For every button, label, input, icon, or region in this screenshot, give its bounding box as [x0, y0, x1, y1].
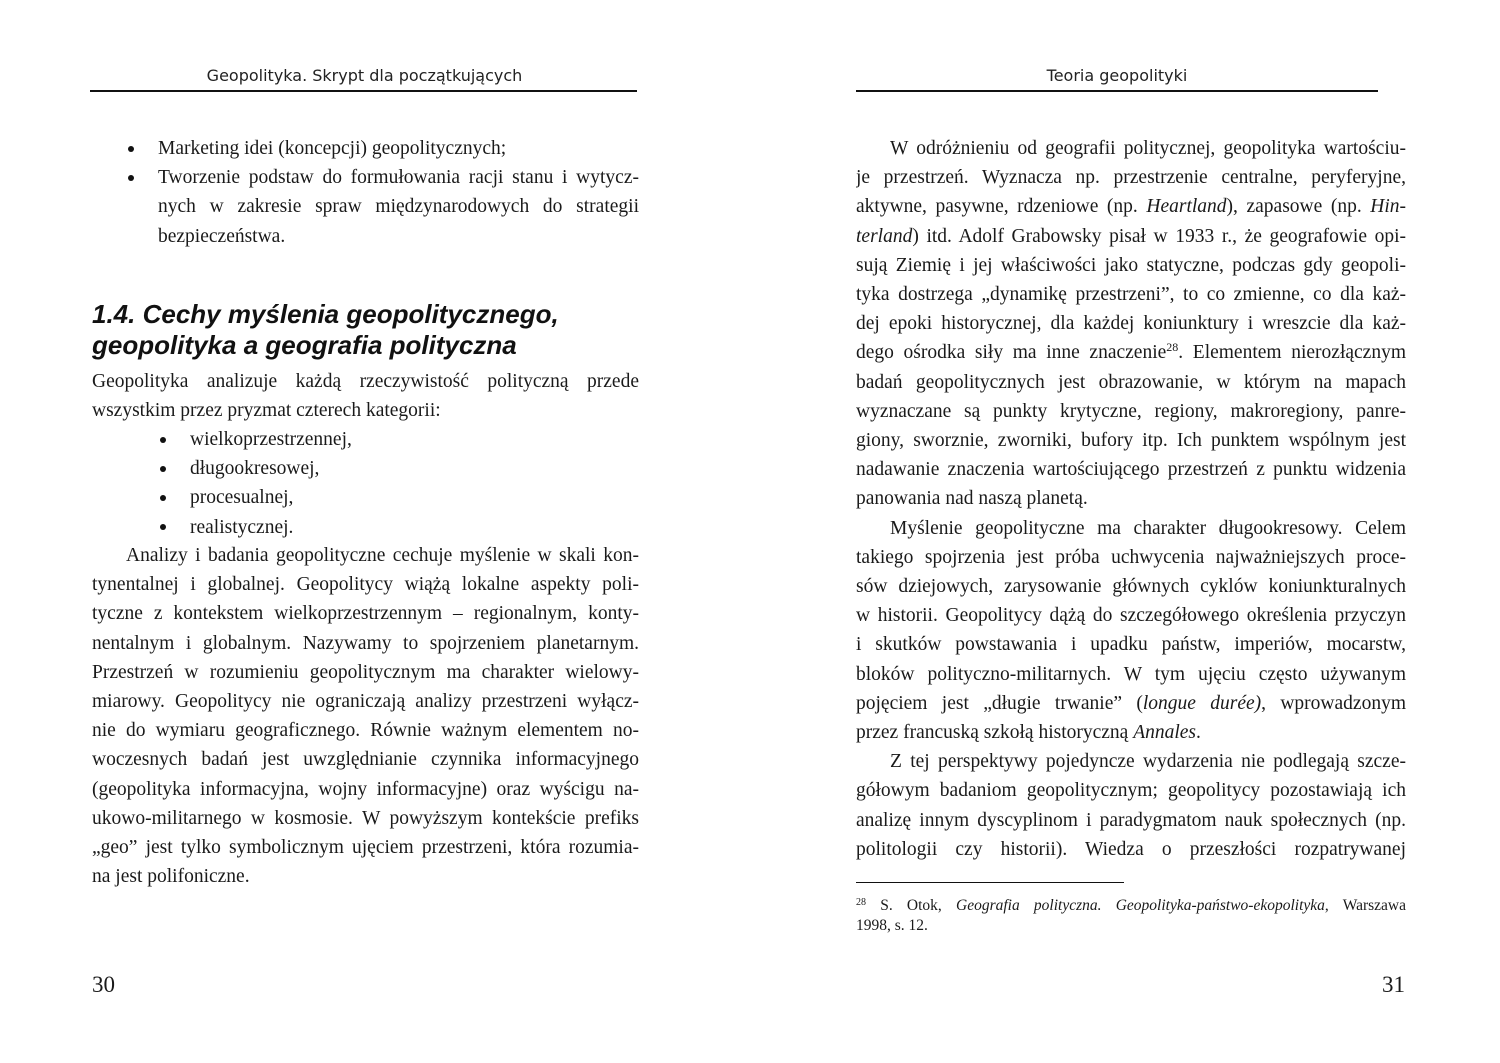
list-item: nych w zakresie spraw międzynarodowych do strategii [158, 196, 639, 218]
running-head: Geopolityka. Skrypt dla początkujących [206, 66, 523, 85]
right-page [750, 0, 1500, 1063]
footnote: $^{28}$ S. Otok, Geografia polityczna. Geopolityka-państwo-ekopolityka, Warszawa 1998, s. 12. [856, 897, 1406, 934]
bullet-icon [128, 175, 134, 181]
bullet-icon [160, 524, 166, 530]
list-item: wielkoprzestrzennej, [190, 429, 352, 450]
categories-list [190, 425, 590, 542]
bullet-icon [160, 437, 166, 443]
list-item: bezpieczeństwa. [158, 225, 286, 247]
header-rule [90, 90, 637, 92]
right-body: W odróżnieniu od geografii politycznej, geopolityka wartościu- je przestrzeń. Wyznacza np. przestrzenie centralne, peryferyjne, aktywne, pasywne, rdzeniowe (np. Heartland), zapasowe (np. Hin- terland) itd. Adolf Grabowsky pisał w 1933 r., że geografowie opi- sują Ziemię i jej właściwości jako statyczne, podczas gdy geopoli- tyka dostrzega „dynamikę przestrzeni”, to co zmienne, co dla każ- dej epoki historycznej, dla każdej koniunktury i wreszcie dla każ- dego ośrodka siły ma inne znaczenie$^{28}$. Elementem nierozłącznym badań geopolitycznych jest obrazowanie, w którym na mapach wyznaczane są punkty krytyczne, regiony, makroregiony, panre- giony, sworznie, zworniki, bufory itp. Ich punktem wspólnym jest nadawanie znaczenia wartościującego przestrzeń z punktu widzenia panowania nad naszą planetą. Myślenie geopolityczne ma charakter długookresowy. Celem takiego spojrzenia jest próba uchwycenia najważniejszych proce- sów dziejowych, zarysowanie głównych cyklów koniunkturalnych w historii. Geopolitycy dążą do szczegółowego określenia przyczyn i skutków powstawania i upadku państw, imperiów, mocarstw, bloków polityczno-militarnych. W tym ujęciu często używanym pojęciem jest „długie trwanie” (longue durée), wprowadzonym przez francuską szkołą historyczną Annales. Z tej perspektywy pojedyncze wydarzenia nie podlegają szcze- gółowym badaniom geopolitycznym; geopolitycy pozostawiają ich analizę innym dyscyplinom i paradygmatom nauk społecznych (np. politologii czy historii). Wiedza o przeszłości rozpatrywanej [856, 138, 1406, 860]
page-number: 30 [92, 972, 115, 997]
bullet-icon [160, 495, 166, 501]
footnote-reference: 28 [1166, 340, 1179, 355]
running-head: Teoria geopolityki [1046, 66, 1188, 85]
footnote-rule [856, 882, 1124, 883]
list-item: długookresowej, [190, 458, 320, 480]
list-item: procesualnej, [190, 487, 294, 509]
top-bullet-list [158, 134, 639, 251]
section-heading: 1.4. Cechy myślenia geopolitycznego, geopolityka a geografia polityczna [92, 299, 559, 360]
list-item: realistycznej. [190, 516, 294, 538]
bullet-icon [128, 146, 134, 152]
list-item: Tworzenie podstaw do formułowania racji stanu i wytycz- [158, 167, 639, 189]
list-item: Marketing idei (koncepcji) geopolitycznych; [158, 138, 507, 159]
bullet-icon [160, 466, 166, 472]
intro-paragraph: Geopolityka analizuje każdą rzeczywistość polityczną przede wszystkim przez pryzmat czterech kategorii: [92, 371, 639, 422]
page-number: 31 [1382, 972, 1405, 997]
header-rule [856, 90, 1378, 92]
body-paragraph: Analizy i badania geopolityczne cechuje myślenie w skali kon- tynentalnej i globalnej. Geopolitycy wiążą lokalne aspekty poli- tyczne z kontekstem wielkoprzestrzennym – regionalnym, konty- nentalnym i globalnym. Nazywamy to spojrzeniem planetarnym. Przestrzeń w rozumieniu geopolitycznym ma charakter wielowy- miarowy. Geopolitycy nie ograniczają analizy przestrzeni wyłącz- nie do wymiaru geograficznego. Równie ważnym elementem no- woczesnych badań jest uwzględnianie czynnika informacyjnego (geopolityka informacyjna, wojny informacyjne) oraz wyścigu na- ukowo-militarnego w kosmosie. W powyższym kontekście prefiks „geo” jest tylko symbolicznym ujęciem przestrzeni, która rozumia- na jest polifoniczne. [92, 545, 639, 888]
